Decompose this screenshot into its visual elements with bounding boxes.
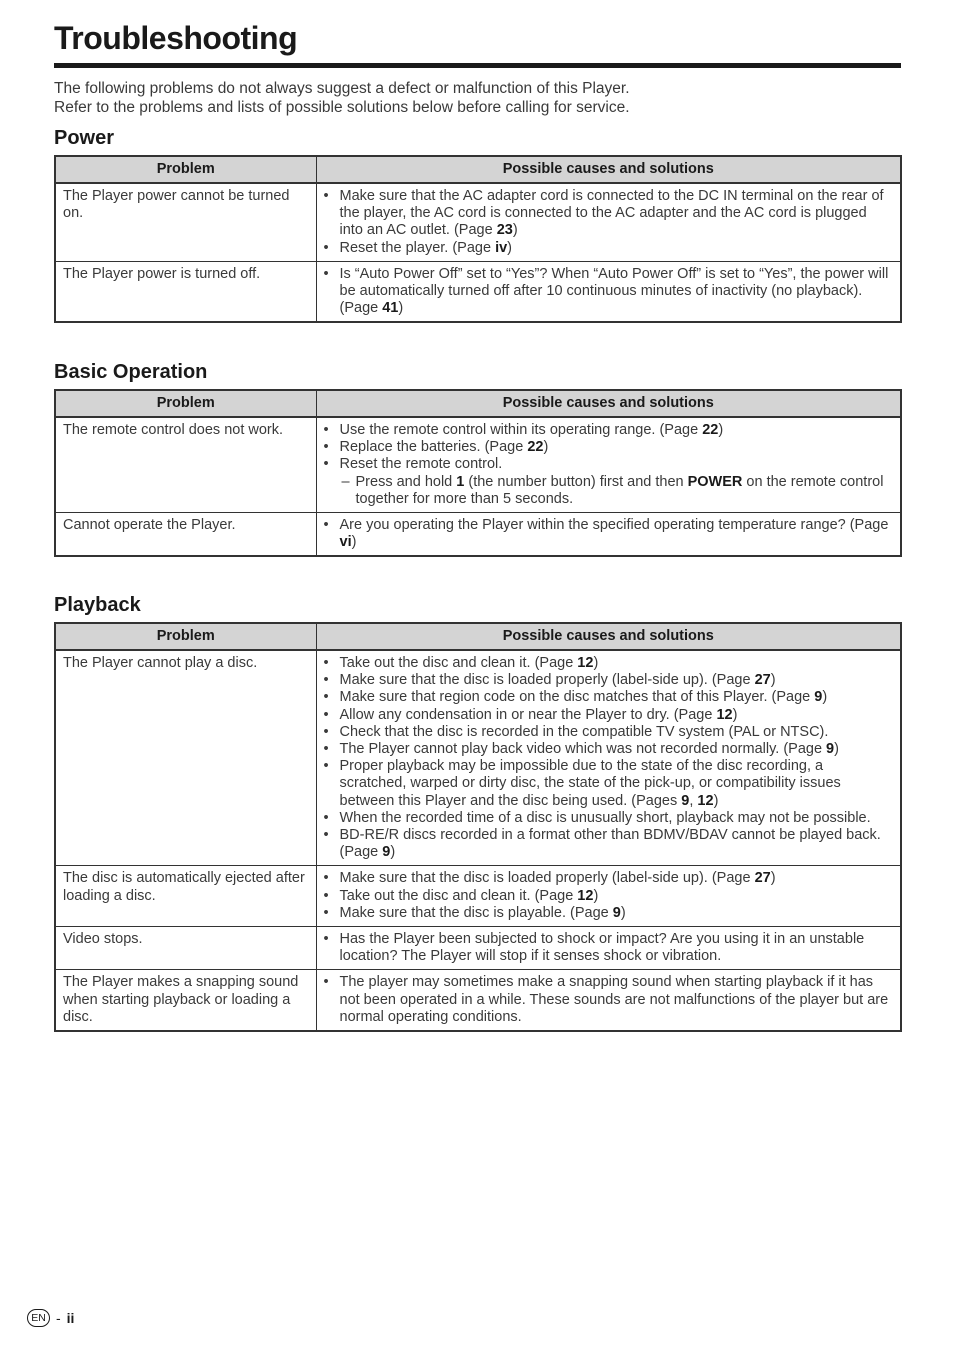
footer-separator: -	[56, 1310, 61, 1326]
solution-item: • Take out the disc and clean it. (Page 12)	[324, 888, 894, 905]
solutions-cell	[316, 261, 901, 322]
table-row	[55, 970, 901, 1031]
solutions-cell	[316, 970, 901, 1031]
solutions-cell	[316, 650, 901, 866]
solution-item: • Allow any condensation in or near the Player to dry. (Page 12)	[324, 707, 894, 724]
header-solutions: Possible causes and solutions	[316, 623, 901, 650]
solution-item: • Are you operating the Player within the specified operating temperature range? (Page vi)	[324, 517, 894, 551]
solutions-cell	[316, 183, 901, 261]
page-title: Troubleshooting	[54, 20, 298, 56]
intro-line-1: The following problems do not always suggest a defect or malfunction of this Player.	[54, 80, 630, 97]
table-row	[55, 650, 901, 866]
header-solutions: Possible causes and solutions	[316, 156, 901, 183]
table-header-row	[55, 390, 901, 417]
basic-operation-table	[54, 389, 902, 557]
table-row	[55, 513, 901, 557]
problem-cell: The disc is automatically ejected after loading a disc.	[55, 866, 316, 927]
table-row	[55, 261, 901, 322]
solutions-cell	[316, 866, 901, 927]
solutions-cell	[316, 417, 901, 513]
page-footer	[27, 1309, 74, 1327]
solution-item: • BD-RE/R discs recorded in a format other than BDMV/BDAV cannot be played back. (Page 9)	[324, 827, 894, 861]
section-title-playback: Playback	[54, 594, 141, 616]
language-badge: EN	[27, 1309, 50, 1327]
solution-item: • Make sure that the disc is playable. (Page 9)	[324, 905, 894, 922]
header-solutions: Possible causes and solutions	[316, 390, 901, 417]
header-problem: Problem	[55, 623, 316, 650]
solution-item: • Take out the disc and clean it. (Page 12)	[324, 655, 894, 672]
solution-item: • Is “Auto Power Off” set to “Yes”? When “Auto Power Off” is set to “Yes”, the power will be automatically turned off after 10 continuous minutes of inactivity (no playback). (Page 41)	[324, 266, 894, 318]
solution-item: • The player may sometimes make a snapping sound when starting playback if it has not been operated in a while. These sounds are not malfunctions of the player but are normal operating conditions.	[324, 974, 894, 1026]
solution-item: • The Player cannot play back video which was not recorded normally. (Page 9)	[324, 741, 894, 758]
solution-item: • Make sure that the AC adapter cord is connected to the DC IN terminal on the rear of the player, the AC cord is connected to the AC adapter and the AC cord is plugged into an AC outlet. (Page 23)	[324, 188, 894, 240]
problem-cell: The remote control does not work.	[55, 417, 316, 513]
table-row	[55, 927, 901, 970]
header-problem: Problem	[55, 156, 316, 183]
solution-item: • Make sure that the disc is loaded properly (label-side up). (Page 27)	[324, 672, 894, 689]
solution-item: • Make sure that the disc is loaded properly (label-side up). (Page 27)	[324, 870, 894, 887]
solution-item: • Check that the disc is recorded in the compatible TV system (PAL or NTSC).	[324, 724, 894, 741]
problem-cell: The Player power is turned off.	[55, 261, 316, 322]
table-row	[55, 866, 901, 927]
solution-item: • Has the Player been subjected to shock or impact? Are you using it in an unstable location? The Player will stop if it senses shock or vibration.	[324, 931, 894, 965]
solution-item: • Make sure that region code on the disc matches that of this Player. (Page 9)	[324, 689, 894, 706]
table-header-row	[55, 156, 901, 183]
solution-item: • Proper playback may be impossible due to the state of the disc recording, a scratched, warped or dirty disc, the state of the pick-up, or compatibility issues between this Player and the disc being used. (Pages 9, 12)	[324, 758, 894, 810]
solution-item: • Use the remote control within its operating range. (Page 22)	[324, 422, 894, 439]
problem-cell: The Player cannot play a disc.	[55, 650, 316, 866]
solution-item: • Replace the batteries. (Page 22)	[324, 439, 894, 456]
power-table	[54, 155, 902, 323]
solution-item: • Reset the player. (Page iv)	[324, 240, 894, 257]
solution-subitem: – Press and hold 1 (the number button) first and then POWER on the remote control together for more than 5 seconds.	[324, 474, 894, 508]
intro-text	[54, 79, 630, 117]
intro-line-2: Refer to the problems and lists of possible solutions below before calling for service.	[54, 99, 630, 116]
section-title-power: Power	[54, 127, 115, 149]
playback-table	[54, 622, 902, 1032]
problem-cell: The Player power cannot be turned on.	[55, 183, 316, 261]
table-row	[55, 417, 901, 513]
title-rule	[54, 63, 901, 68]
solutions-cell	[316, 513, 901, 557]
page-number: ii	[66, 1310, 75, 1326]
section-title-basic-operation: Basic Operation	[54, 361, 208, 383]
header-problem: Problem	[55, 390, 316, 417]
table-row	[55, 183, 901, 261]
solutions-cell	[316, 927, 901, 970]
solution-item: • When the recorded time of a disc is unusually short, playback may not be possible.	[324, 810, 894, 827]
solution-item: • Reset the remote control.	[324, 456, 894, 473]
table-header-row	[55, 623, 901, 650]
problem-cell: Video stops.	[55, 927, 316, 970]
problem-cell: The Player makes a snapping sound when starting playback or loading a disc.	[55, 970, 316, 1031]
problem-cell: Cannot operate the Player.	[55, 513, 316, 557]
